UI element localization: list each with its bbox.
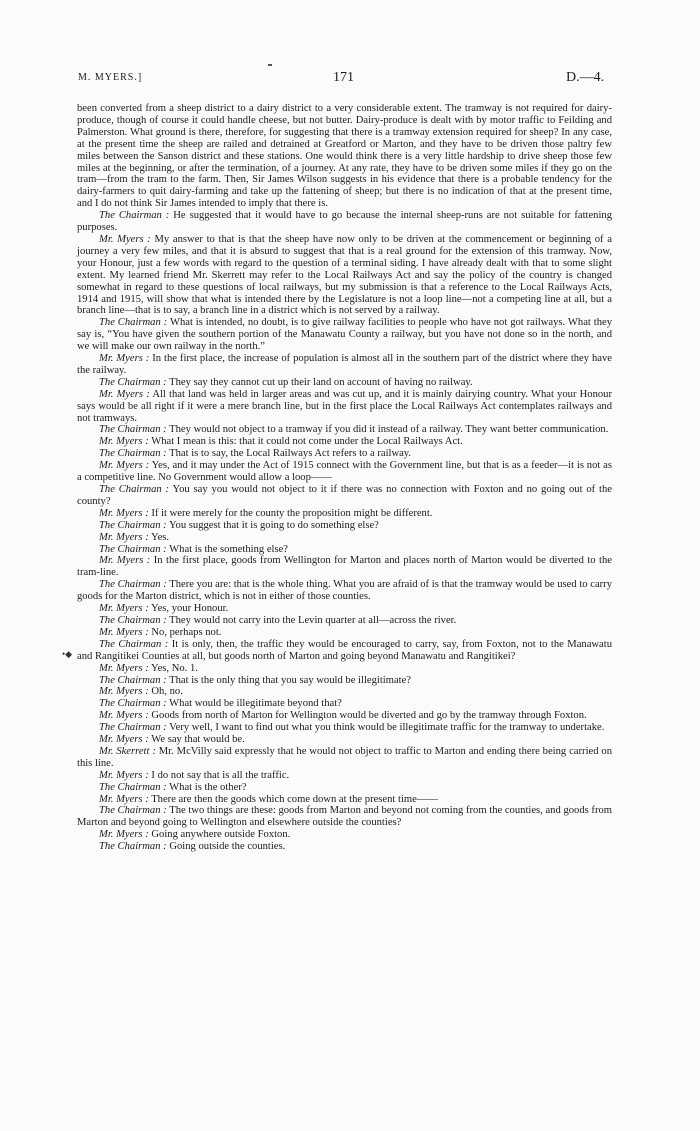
- speaker-label: Mr. Myers :: [99, 388, 150, 400]
- transcript-paragraph: [77, 675, 612, 687]
- transcript-paragraph: [77, 615, 612, 627]
- page-header: [0, 70, 700, 90]
- paragraph-text: My answer to that is that the sheep have now only to be driven at the commencement or beginning of a journey a very few miles, and that it is absurd to suggest that that is a real ground for the extension of this tramway. Now, your Honour, just a few words with regard to the question of a terminal siding. I have already dealt with that to some slight extent. My learned friend Mr. Skerrett may refer to the Local Railways Act and say the policy of the country is changed somewhat in regard to these questions of local railways, but my submission is that a reference to the Local Railways Acts, 1914 and 1915, will show that what is intended there by the Legislature is not a loop line—not a competing line at all, but a branch line—that is to say, a branch line in a district which is not served by a railway.: [77, 233, 612, 317]
- transcript-paragraph: [77, 710, 612, 722]
- speaker-label: The Chairman :: [99, 317, 168, 329]
- speaker-label: Mr. Myers :: [99, 829, 149, 841]
- paragraph-text: There you are: that is the whole thing. What you are afraid of is that the tramway would be used to carry goods for the Marton district, which is not in either of those counties.: [77, 579, 612, 603]
- transcript-paragraph: [77, 520, 612, 532]
- transcript-paragraph: [77, 734, 612, 746]
- paragraph-text: There are then the goods which come down at the present time——: [151, 793, 439, 805]
- speaker-label: Mr. Myers :: [99, 233, 151, 245]
- speaker-label: Mr. Myers :: [99, 662, 149, 674]
- transcript-paragraph: [77, 103, 612, 210]
- paragraph-text: Goods from north of Marton for Wellington would be diverted and go by the tramway through Foxton.: [151, 710, 587, 722]
- speaker-label: Mr. Skerrett :: [99, 745, 156, 757]
- paragraph-text: Yes.: [151, 531, 170, 543]
- speaker-label: The Chairman :: [99, 579, 167, 591]
- speaker-label: Mr. Myers :: [99, 603, 149, 615]
- speaker-label: The Chairman :: [99, 448, 167, 460]
- paragraph-text: He suggested that it would have to go because the internal sheep-runs are not suitable for fattening purposes.: [77, 210, 613, 234]
- speaker-label: The Chairman :: [99, 674, 167, 686]
- transcript-paragraph: [77, 805, 612, 829]
- transcript-paragraph: [77, 210, 612, 234]
- speaker-label: Mr. Myers :: [99, 626, 149, 638]
- speaker-label: Mr. Myers :: [99, 460, 150, 472]
- paragraph-text: In the first place, the increase of population is almost all in the southern part of the district where they have the railway.: [77, 353, 612, 376]
- paragraph-text: That is to say, the Local Railways Act refers to a railway.: [169, 448, 412, 460]
- paragraph-text: Going outside the counties.: [169, 841, 286, 853]
- transcript-paragraph: [77, 544, 612, 556]
- header-tick-mark: [268, 64, 272, 66]
- transcript-paragraph: [77, 555, 612, 579]
- transcript-paragraph: [77, 841, 612, 853]
- transcript-paragraph: [77, 603, 612, 615]
- document-reference: D.—4.: [566, 70, 605, 85]
- transcript-paragraph: [77, 484, 612, 508]
- paragraph-text: They would not object to a tramway if you did it instead of a railway. They want better communication.: [169, 424, 609, 436]
- transcript-paragraph: [77, 448, 612, 460]
- paragraph-text: No, perhaps not.: [151, 626, 222, 638]
- speaker-label: The Chairman :: [99, 614, 167, 626]
- transcript-paragraph: [77, 746, 612, 770]
- paragraph-text: It is only, then, the traffic they would be encouraged to carry, say, from Foxton, not to the Manawatu and Rangitikei Counties at all, but goods north of Marton and going beyond Manawatu and Rangitikei?: [77, 638, 612, 662]
- speaker-label: The Chairman :: [99, 376, 167, 388]
- paragraph-text: The two things are these: goods from Marton and beyond not coming from the counties, and goods from Marton and beyond going to Wellington and elsewhere outside the counties?: [77, 805, 613, 829]
- transcript-paragraph: [77, 353, 612, 377]
- speaker-label: The Chairman :: [99, 805, 167, 817]
- transcript-paragraph: [77, 639, 612, 663]
- speaker-label: Mr. Myers :: [99, 793, 149, 805]
- transcript-paragraph: [77, 686, 612, 698]
- paragraph-text: What is the other?: [169, 781, 247, 793]
- speaker-label: The Chairman :: [99, 543, 167, 555]
- running-head-witness: M. MYERS.]: [78, 72, 143, 83]
- speaker-label: The Chairman :: [99, 781, 167, 793]
- transcript-body: [77, 103, 612, 853]
- speaker-label: The Chairman :: [99, 484, 170, 495]
- transcript-paragraph: [77, 436, 612, 448]
- speaker-label: Mr. Myers :: [99, 686, 149, 698]
- transcript-paragraph: [77, 377, 612, 389]
- speaker-label: The Chairman :: [99, 424, 167, 436]
- speaker-label: The Chairman :: [99, 841, 167, 853]
- paragraph-text: They would not carry into the Levin quarter at all—across the river.: [169, 614, 457, 626]
- transcript-paragraph: [77, 579, 612, 603]
- speaker-label: The Chairman :: [99, 638, 169, 650]
- paragraph-text: You suggest that it is going to do something else?: [168, 519, 379, 531]
- speaker-label: Mr. Myers :: [99, 353, 150, 365]
- paragraph-text: Yes, your Honour.: [151, 603, 229, 615]
- speaker-label: The Chairman :: [99, 519, 167, 531]
- page-number: 171: [333, 70, 354, 85]
- paragraph-text: What I mean is this: that it could not come under the Local Railways Act.: [151, 436, 463, 448]
- paragraph-text: I do not say that is all the traffic.: [151, 769, 290, 781]
- transcript-paragraph: [77, 234, 612, 317]
- paragraph-text: All that land was held in larger areas and was cut up, and it is mainly dairying country. What your Honour says would be all right if it were a mere branch line, but in the first place the Local Railways Act contemplates railways and not tramways.: [77, 388, 612, 424]
- paragraph-text: Mr. McVilly said expressly that he would not object to traffic to Marton and ending there being carried on this line.: [77, 745, 612, 769]
- paragraph-text: In the first place, goods from Wellington for Marton and places north of Marton would be diverted to the tram-line.: [77, 555, 612, 579]
- speaker-label: Mr. Myers :: [99, 531, 149, 543]
- paragraph-text: Oh, no.: [151, 686, 183, 698]
- paragraph-text: Very well, I want to find out what you think would be illegitimate traffic for the tramway to undertake.: [169, 722, 605, 734]
- speaker-label: Mr. Myers :: [99, 769, 149, 781]
- transcript-paragraph: [77, 794, 612, 806]
- speaker-label: Mr. Myers :: [99, 555, 151, 567]
- transcript-paragraph: [77, 829, 612, 841]
- speaker-label: Mr. Myers :: [99, 507, 149, 519]
- paragraph-text: Yes, and it may under the Act of 1915 connect with the Government line, but that is as a feeder—it is not as a competitive line. No Government would allow a loop——: [77, 460, 612, 484]
- speaker-label: The Chairman :: [99, 722, 167, 734]
- transcript-paragraph: [77, 508, 612, 520]
- transcript-paragraph: [77, 770, 612, 782]
- transcript-paragraph: [77, 424, 612, 436]
- paragraph-text: They say they cannot cut up their land on account of having no railway.: [169, 376, 473, 388]
- speaker-label: Mr. Myers :: [99, 436, 149, 448]
- transcript-paragraph: [77, 722, 612, 734]
- paragraph-text: That is the only thing that you say would be illegitimate?: [169, 674, 412, 686]
- speaker-label: The Chairman :: [99, 698, 167, 710]
- margin-pencil-mark: •◆: [62, 649, 73, 659]
- transcript-paragraph: [77, 663, 612, 675]
- transcript-paragraph: [77, 698, 612, 710]
- transcript-paragraph: [77, 627, 612, 639]
- paragraph-text: Going anywhere outside Foxton.: [151, 829, 291, 841]
- transcript-paragraph: [77, 317, 612, 353]
- paragraph-text: What is intended, no doubt, is to give railway facilities to people who have not got railways. What they say is, “You have given the southern portion of the Manawatu County a railway, but you have not done so in the north, and we will make our own railway in the north.”: [77, 317, 612, 353]
- speaker-label: The Chairman :: [99, 210, 170, 222]
- paragraph-text: We say that would be.: [151, 734, 245, 746]
- transcript-paragraph: [77, 782, 612, 794]
- transcript-paragraph: [77, 460, 612, 484]
- transcript-paragraph: [77, 532, 612, 544]
- speaker-label: Mr. Myers :: [99, 734, 149, 746]
- paragraph-text: Yes, No. 1.: [151, 662, 198, 674]
- speaker-label: Mr. Myers :: [99, 710, 149, 722]
- paragraph-text: What is the something else?: [169, 543, 289, 555]
- transcript-paragraph: [77, 389, 612, 425]
- paragraph-text: You say you would not object to it if there was no connection with Foxton and no going out of the county?: [77, 484, 612, 507]
- paragraph-text: been converted from a sheep district to a dairy district to a very considerable extent. The tramway is not required for dairy-produce, though of course it could handle cheese, but not butter. Dairy-produce is dealt with by motor traffic to Feilding and Palmerston. What ground is there, therefore, for suggesting that there is a tramway extension required for sheep? In any case, at the present time the sheep are railed and detrained at Greatford or Marton, and they have to be driven those paltry few miles between the Sanson district and these stations. One would think there is a very little hardship to drive sheep those few miles at the beginning, or after the termination, of a journey. At any rate, they have to be driven some miles if they go on the tram—from the tram to the farm. Then, Sir James Wilson suggests in his evidence that there is a probable tendency for the dairy-farmers to quit dairy-farming and take up the fattening of sheep; but there is no indication of that at the present time, and I do not think Sir James intended to imply that there is.: [77, 103, 612, 210]
- paragraph-text: If it were merely for the county the proposition might be different.: [151, 507, 433, 519]
- paragraph-text: What would be illegitimate beyond that?: [169, 698, 342, 710]
